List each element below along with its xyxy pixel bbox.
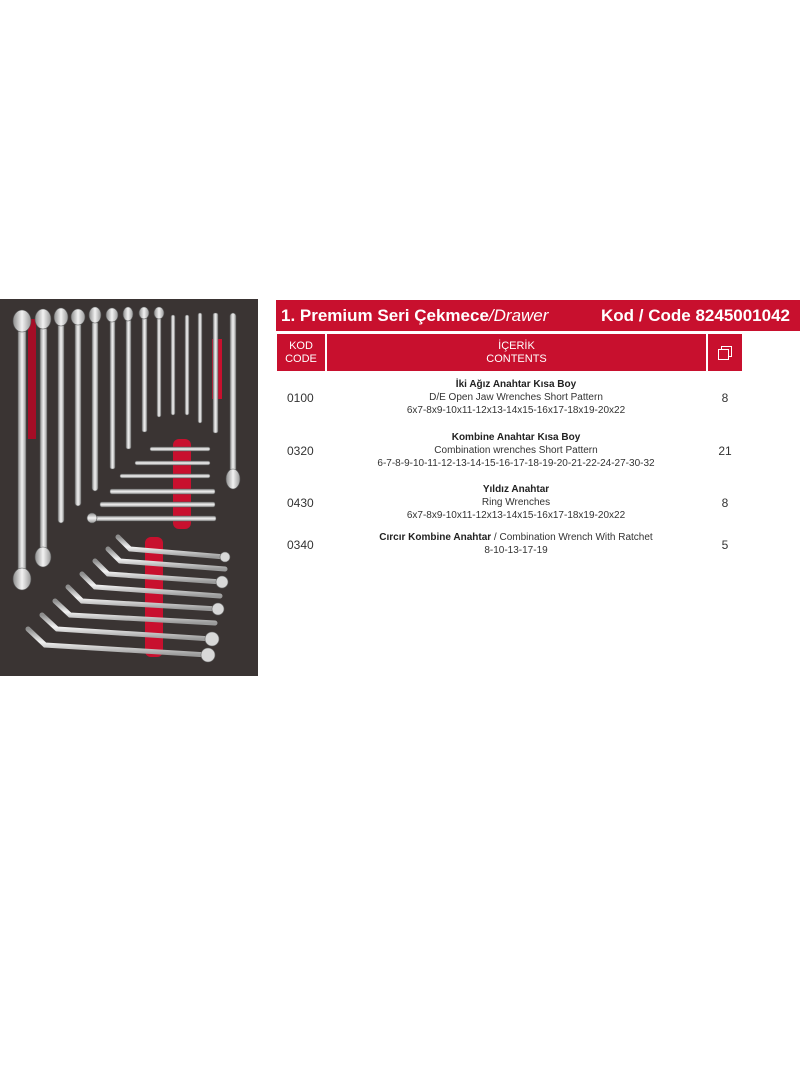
table-row: [276, 378, 742, 418]
row-code: 0430: [287, 496, 314, 510]
row-code: 0100: [287, 391, 314, 405]
column-header-code: KOD CODE: [277, 334, 325, 371]
row-code: 0340: [287, 538, 314, 552]
row-description: Yıldız Anahtar Ring Wrenches 6x7-8x9-10x11-12x13-14x15-16x17-18x19-20x22: [406, 484, 626, 521]
row-description: Kombine Anahtar Kısa Boy Combination wrenches Short Pattern 6-7-8-9-10-11-12-13-14-15-16-17-18-19-20-21-22-24-27-30-32: [377, 432, 655, 469]
row-code: 0320: [287, 444, 314, 458]
table-row: [276, 483, 742, 523]
table-row: [276, 531, 742, 561]
column-header-quantity: [708, 334, 742, 371]
header-bar: [276, 300, 800, 331]
row-quantity: 21: [718, 444, 732, 458]
row-description: Cırcır Kombine Anahtar / Combination Wrench With Ratchet 8-10-13-17-19: [379, 532, 653, 556]
product-photo: [0, 299, 258, 676]
column-header-contents: İÇERİK CONTENTS: [327, 334, 706, 371]
row-description: İki Ağız Anahtar Kısa Boy D/E Open Jaw Wrenches Short Pattern 6x7-8x9-10x11-12x13-14x15-16x17-18x19-20x22: [406, 379, 626, 416]
box-icon: [718, 346, 732, 360]
row-quantity: 8: [721, 391, 729, 405]
table-row: [276, 431, 742, 471]
product-code: Kod / Code 8245001042: [601, 305, 790, 325]
drawer-title: 1. Premium Seri Çekmece/Drawer: [281, 305, 549, 325]
row-quantity: 5: [721, 538, 729, 552]
row-quantity: 8: [721, 496, 729, 510]
